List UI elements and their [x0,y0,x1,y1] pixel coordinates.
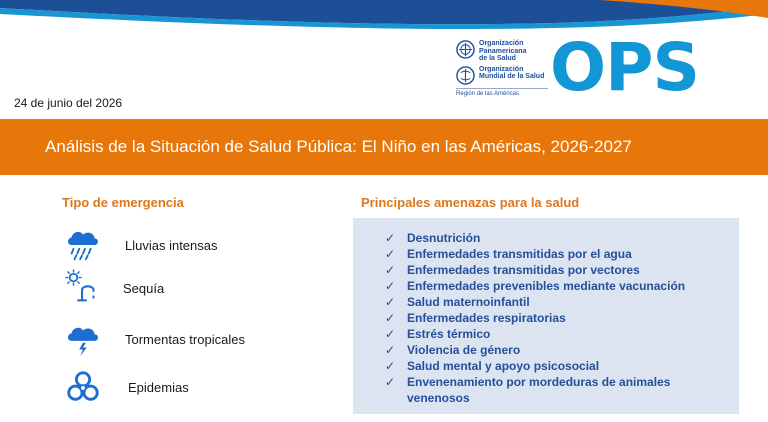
check-icon: ✓ [385,327,396,341]
check-icon: ✓ [385,311,396,325]
list-item: ✓ Desnutrición [385,231,481,245]
list-item: ✓ Salud maternoinfantil [385,295,530,309]
check-icon: ✓ [385,343,396,357]
threats-list [385,230,735,406]
tropical-storm-icon [64,320,102,358]
list-item: ✓ Enfermedades prevenibles mediante vacunación [385,279,686,293]
list-item: ✓ Envenenamiento por mordeduras de animales venenosos [385,375,671,405]
logo-region: Región de las Américas [456,88,548,97]
emergency-section-title: Tipo de emergencia [62,195,184,210]
who-name: Organización Mundial de la Salud [479,65,545,80]
paho-name: Organización Panamericana de la Salud [479,40,527,62]
emergency-label: Tormentas tropicales [125,331,245,347]
check-icon: ✓ [385,247,396,261]
drought-icon [64,269,102,307]
emergency-item-tropical-storm [64,320,245,358]
title-banner [0,119,768,175]
check-icon: ✓ [385,231,396,245]
ops-wordmark: OPS [550,29,700,106]
check-icon: ✓ [385,375,396,389]
who-emblem-icon [456,66,475,85]
check-icon: ✓ [385,263,396,277]
check-icon: ✓ [385,279,396,293]
page-title: Análisis de la Situación de Salud Pública: El Niño en las Américas, 2026-2027 [45,137,632,156]
emergency-item-drought [64,269,164,307]
list-item: ✓ Salud mental y apoyo psicosocial [385,359,600,373]
list-item: ✓ Estrés térmico [385,327,491,341]
threats-panel [353,218,739,414]
logo-organizations [456,40,556,97]
paho-emblem-icon [456,40,475,59]
threats-section-title: Principales amenazas para la salud [361,195,580,210]
heavy-rain-icon [64,226,102,264]
who-line [456,66,556,85]
list-item: ✓ Enfermedades transmitidas por vectores [385,263,640,277]
check-icon: ✓ [385,295,396,309]
paho-line [456,40,556,63]
list-item: ✓ Enfermedades respiratorias [385,311,566,325]
check-icon: ✓ [385,359,396,373]
emergency-item-epidemics [64,368,189,406]
list-item: ✓ Violencia de género [385,343,521,357]
emergency-item-heavy-rain [64,226,218,264]
biohazard-icon [64,368,102,406]
report-date: 24 de junio del 2026 [14,96,123,110]
emergency-label: Sequía [123,280,165,296]
ops-logo [456,29,746,106]
emergency-label: Lluvias intensas [125,237,218,253]
list-item: ✓ Enfermedades transmitidas por el agua [385,247,632,261]
emergency-label: Epidemias [128,379,189,395]
